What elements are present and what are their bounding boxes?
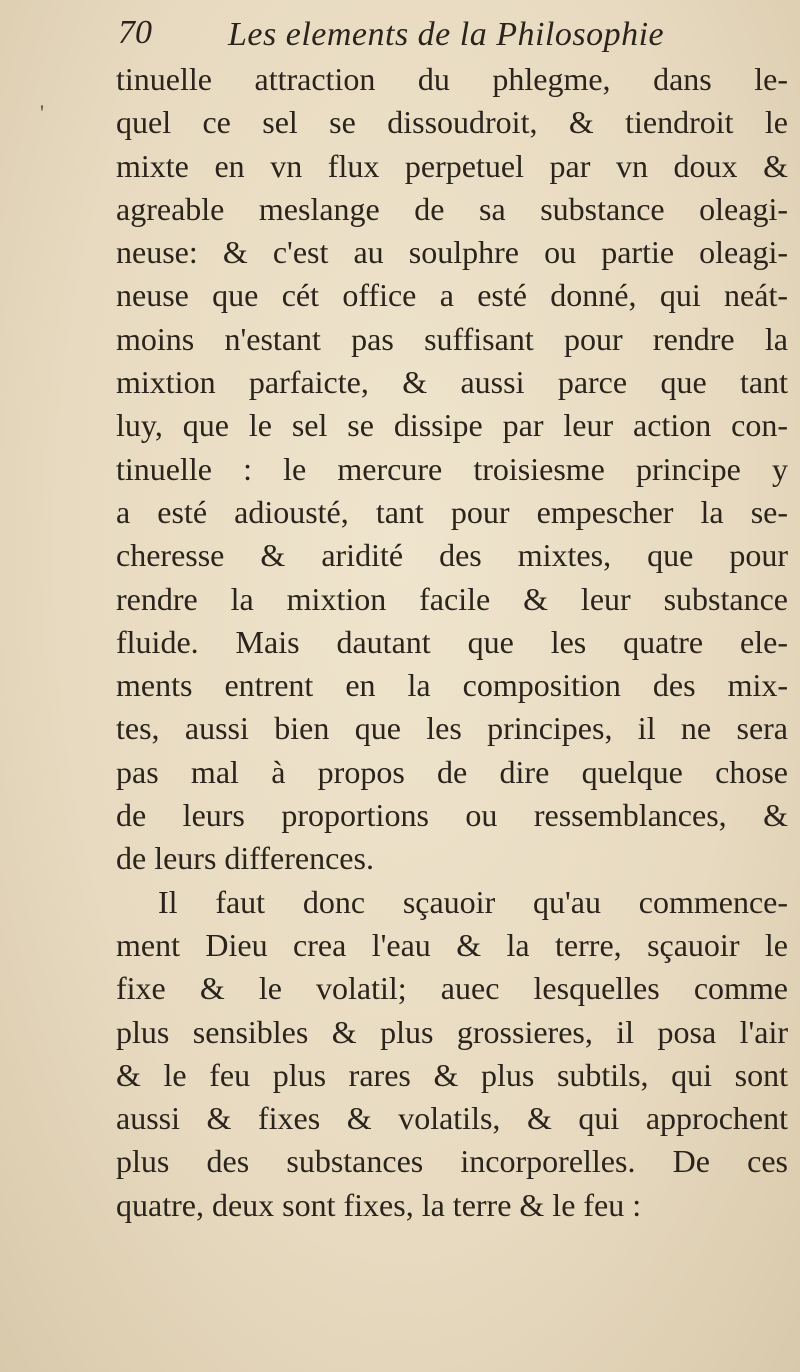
text-line: de leurs proportions ou ressemblances, & bbox=[116, 797, 788, 834]
text-line: mixte en vn flux perpetuel par vn doux & bbox=[116, 147, 788, 184]
text-line: & le feu plus rares & plus subtils, qui sont bbox=[116, 1056, 788, 1093]
margin-mark: ' bbox=[40, 100, 44, 125]
text-line: moins n'estant pas suffisant pour rendre la bbox=[116, 320, 788, 357]
text-line: neuse que cét office a esté donné, qui neát- bbox=[116, 277, 788, 314]
running-head: Les elements de la Philosophie bbox=[228, 16, 665, 53]
text-line: quatre, deux sont fixes, la terre & le feu : bbox=[116, 1186, 642, 1223]
text-line: fixe & le volatil; auec lesquelles comme bbox=[116, 970, 788, 1007]
text-line: fluide. Mais dautant que les quatre ele- bbox=[116, 623, 788, 660]
text-line: mixtion parfaicte, & aussi parce que tant bbox=[116, 364, 788, 401]
text-line: cheresse & aridité des mixtes, que pour bbox=[116, 537, 788, 574]
text-line: neuse: & c'est au soulphre ou partie oleagi- bbox=[116, 234, 788, 271]
body-text bbox=[116, 58, 788, 1227]
text-line: ment Dieu crea l'eau & la terre, sçauoir le bbox=[116, 926, 788, 963]
text-line: quel ce sel se dissoudroit, & tiendroit le bbox=[116, 104, 788, 141]
text-line: rendre la mixtion facile & leur substance bbox=[116, 580, 788, 617]
text-line: tes, aussi bien que les principes, il ne sera bbox=[116, 710, 788, 747]
text-line: de leurs differences. bbox=[116, 840, 374, 877]
text-line: agreable meslange de sa substance oleagi- bbox=[116, 190, 788, 227]
text-line: tinuelle attraction du phlegme, dans le- bbox=[116, 61, 788, 97]
text-line: ments entrent en la composition des mix- bbox=[116, 667, 788, 704]
text-line: plus sensibles & plus grossieres, il posa l'air bbox=[116, 1013, 788, 1050]
text-line: pas mal à propos de dire quelque chose bbox=[116, 753, 788, 790]
text-line: luy, que le sel se dissipe par leur action con- bbox=[116, 407, 788, 444]
text-line: a esté adiousté, tant pour empescher la se- bbox=[116, 493, 788, 530]
text-line: Il faut donc sçauoir qu'au commence- bbox=[158, 883, 788, 920]
text-line: tinuelle : le mercure troisiesme principe y bbox=[116, 450, 788, 487]
text-line: aussi & fixes & volatils, & qui approchent bbox=[116, 1100, 788, 1137]
page-number: 70 bbox=[118, 14, 152, 51]
text-line: plus des substances incorporelles. De ces bbox=[116, 1143, 788, 1180]
page-header bbox=[118, 14, 678, 58]
